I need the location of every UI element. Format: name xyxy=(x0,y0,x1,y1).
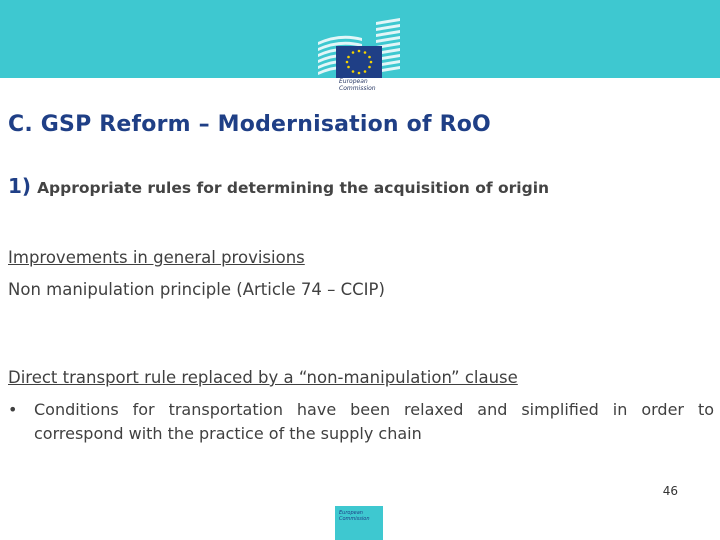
footer-badge xyxy=(335,506,383,540)
heading-general-provisions: Improvements in general provisions xyxy=(8,248,305,267)
page-number: 46 xyxy=(662,484,678,498)
bullet-text: Conditions for transportation have been relaxed and simplified in order to correspond with the practice of the supply chain xyxy=(34,400,714,443)
logo-caption: European Commission xyxy=(339,78,376,92)
slide-subtitle xyxy=(8,174,549,198)
heading-direct-transport: Direct transport rule replaced by a “non-manipulation” clause xyxy=(8,368,518,387)
bullet-icon: • xyxy=(8,400,18,419)
slide-title: C. GSP Reform – Modernisation of RoO xyxy=(8,112,491,137)
subtitle-text: Appropriate rules for determining the acquisition of origin xyxy=(37,179,550,197)
footer-badge-text: European Commission xyxy=(339,510,370,522)
subtitle-number: 1) xyxy=(8,174,32,198)
non-manipulation-principle-line: Non manipulation principle (Article 74 – CCIP) xyxy=(8,280,385,299)
